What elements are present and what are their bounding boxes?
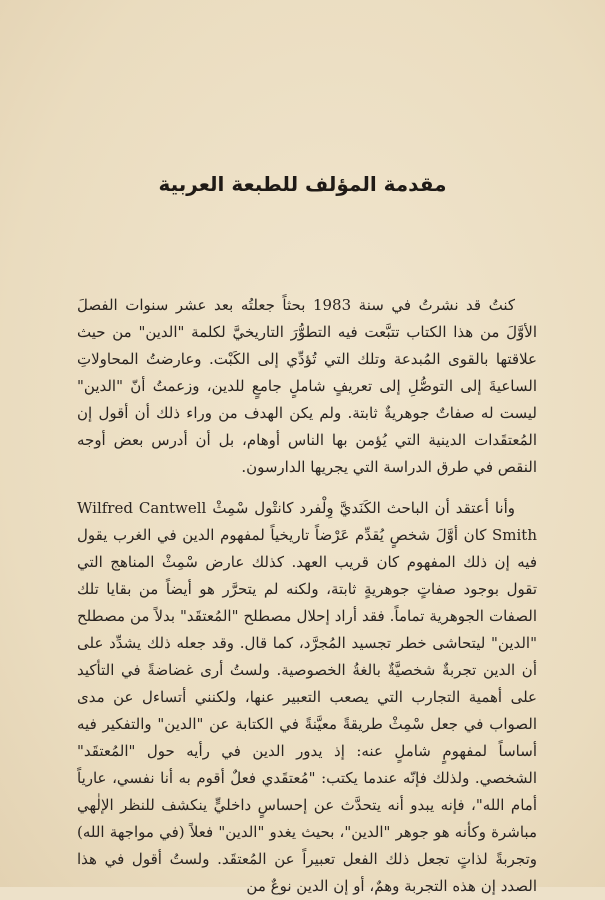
paragraph-1: كنتُ قد نشرتُ في سنة 1983 بحثاً جعلتُه بعد عشر سنوات الفصلَ الأوَّلَ من هذا الكتاب تتبَّعت فيه التطوُّرَ التاريخيَّ لكلمة "الدين" من حيث علاقتها بالقوى المُبدعة وتلك التي تُؤدِّي إلى الكَبْت. وعارضتُ المحاولاتِ الساعيةَ إلى التوصُّلِ إلى تعريفٍ شاملٍ جامعٍ للدين، وزعمتُ أنّ "الدين" ليست له صفاتٌ جوهريةٌ ثابتة. ولم يكن الهدف من وراء ذلك أن أقول إن المُعتقَدات الدينية التي يُؤمن بها الناس أوهام، بل أن أدرس بعض أوجه النقص في طرق الدراسة التي يجريها الدارسون. [77, 296, 537, 476]
paragraph-2: وأنا أعتقد أن الباحث الكَنَديَّ وِلْفرد كانتْول سْمِثْ Wilfred Cantwell Smith كان أوَّلَ شخصٍ يُقدِّم عَرْضاً تاريخياً لمفهوم الدين في الغرب يقول فيه إن ذلك المفهوم كان قريب العهد. كذلك عارض سْمِثْ المناهج التي تقول بوجود صفاتٍ جوهريةٍ ثابتة، ولكنه لم يتحرَّر هو أيضاً من بقايا تلك الصفات الجوهرية تماماً. فقد أراد إحلال مصطلح "المُعتقَد" بدلاً من مصطلح "الدين" ليتحاشى خطر تجسيد المُجرَّد، كما قال. وقد جعله ذلك يشدِّد على أن الدين تجربةٌ شخصيَّةٌ بالغةُ الخصوصية. ولستُ أرى غضاضةً في التأكيد على أهمية التجارب التي يصعب التعبير عنها، ولكنني أتساءل عن مدى الصواب في جعل سْمِثْ طريقةً معيَّنةً في الكتابة عن "الدين" والتفكير فيه أساساً لمفهومٍ شاملٍ عنه: إذ يدور الدين في رأيه حول "المُعتقَد" الشخصي. ولذلك فإنّه عندما يكتب: "مُعتقَدي فعلٌ أقوم به أنا نفسي، عارياً أمام الله"، فإنه يبدو أنه يتحدَّث عن إحساسٍ داخليٍّ ينكشف للنظر الإلٰهي مباشرة وكأنه هو جوهر "الدين"، بحيث يغدو "الدين" فعلاً (في مواجهة الله) وتجربةً لذاتٍ تجعل ذلك الفعل تعبيراً عن المُعتقَد. ولستُ أقول في هذا الصدد إن هذه التجربة وهمٌ، أو إن الدين نوعٌ من [77, 499, 537, 895]
bleed-through-texture [90, 60, 515, 180]
chapter-title: مقدمة المؤلف للطبعة العربية [158, 172, 447, 196]
body-text [77, 292, 537, 900]
